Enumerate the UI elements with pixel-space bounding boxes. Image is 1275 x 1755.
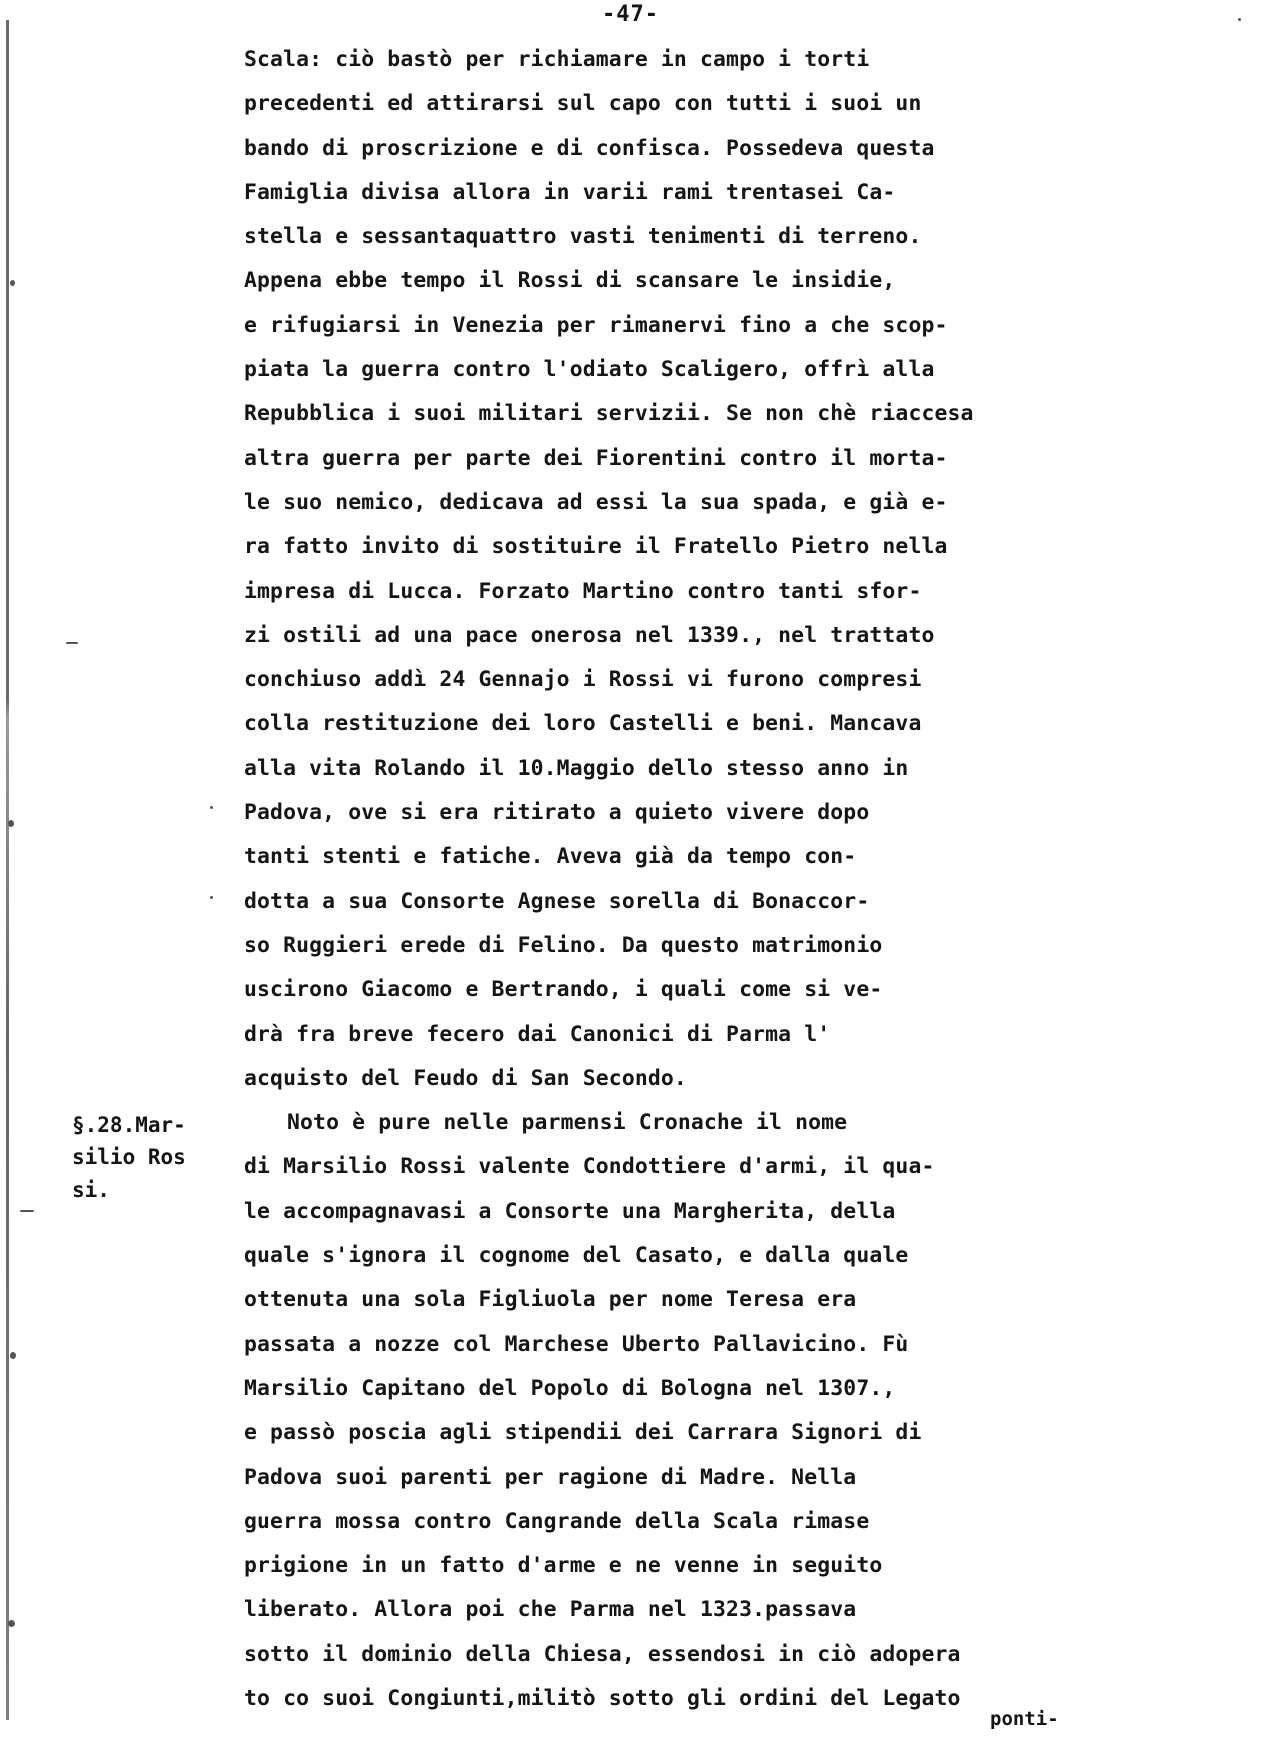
text-line: colla restituzione dei loro Castelli e beni. Mancava xyxy=(244,711,922,737)
text-line: guerra mossa contro Cangrande della Scala rimase xyxy=(244,1508,870,1534)
text-line: Appena ebbe tempo il Rossi di scansare le insidie, xyxy=(244,268,896,294)
margin-note-line: silio Ros xyxy=(72,1145,186,1170)
text-line: zi ostili ad una pace onerosa nel 1339., nel trattato xyxy=(244,622,935,648)
text-line: passata a nozze col Marchese Uberto Pallavicino. Fù xyxy=(244,1331,909,1357)
text-line: sotto il dominio della Chiesa, essendosi in ciò adopera xyxy=(244,1641,961,1667)
text-line: so Ruggieri erede di Felino. Da questo matrimonio xyxy=(244,932,883,958)
paragraph-start-line: Noto è pure nelle parmensi Cronache il nome xyxy=(287,1110,848,1136)
text-line: ra fatto invito di sostituire il Fratello Pietro nella xyxy=(244,534,948,560)
text-line: dotta a sua Consorte Agnese sorella di Bonaccor- xyxy=(244,888,870,914)
text-line: le accompagnavasi a Consorte una Margherita, della xyxy=(244,1198,896,1224)
text-line: acquisto del Feudo di San Secondo. xyxy=(244,1065,687,1091)
text-line: uscirono Giacomo e Bertrando, i quali come si ve- xyxy=(244,977,883,1003)
text-line: di Marsilio Rossi valente Condottiere d'armi, il qua- xyxy=(244,1154,935,1180)
text-line: e rifugiarsi in Venezia per rimanervi fino a che scop- xyxy=(244,312,948,338)
page-number: -47- xyxy=(602,2,659,27)
text-line: liberato. Allora poi che Parma nel 1323.passava xyxy=(244,1597,857,1623)
text-line: bando di proscrizione e di confisca. Possedeva questa xyxy=(244,135,935,161)
margin-note-line: si. xyxy=(72,1177,110,1202)
text-line: to co suoi Congiunti,militò sotto gli ordini del Legato xyxy=(244,1685,961,1711)
text-line: Marsilio Capitano del Popolo di Bologna nel 1307., xyxy=(244,1375,896,1401)
text-line: altra guerra per parte dei Fiorentini contro il morta- xyxy=(244,445,948,471)
text-line: prigione in un fatto d'arme e ne venne in seguito xyxy=(244,1553,883,1579)
margin-note-line: §.28.Mar- xyxy=(72,1113,186,1137)
text-line: conchiuso addì 24 Gennajo i Rossi vi furono compresi xyxy=(244,667,922,693)
catchword: ponti- xyxy=(990,1708,1059,1730)
text-line: piata la guerra contro l'odiato Scaligero, offrì alla xyxy=(244,357,935,383)
text-line: Scala: ciò bastò per richiamare in campo i torti xyxy=(244,47,870,72)
text-line: Padova, ove si era ritirato a quieto vivere dopo xyxy=(244,800,870,826)
text-line: ottenuta una sola Figliuola per nome Teresa era xyxy=(244,1287,857,1313)
body-text xyxy=(244,38,1254,1721)
text-line: tanti stenti e fatiche. Aveva già da tempo con- xyxy=(244,844,857,870)
text-line: Padova suoi parenti per ragione di Madre. Nella xyxy=(244,1464,857,1490)
text-line: Famiglia divisa allora in varii rami trentasei Ca- xyxy=(244,179,896,205)
text-line: stella e sessantaquattro vasti tenimenti di terreno. xyxy=(244,224,922,250)
text-line: drà fra breve fecero dai Canonici di Parma l' xyxy=(244,1021,831,1047)
margin-note xyxy=(72,1103,232,1212)
text-line: quale s'ignora il cognome del Casato, e dalla quale xyxy=(244,1243,909,1269)
text-line: impresa di Lucca. Forzato Martino contro tanti sfor- xyxy=(244,578,922,604)
text-line: Repubblica i suoi militari servizii. Se non chè riaccesa xyxy=(244,401,974,427)
text-line: alla vita Rolando il 10.Maggio dello stesso anno in xyxy=(244,755,909,781)
text-line: precedenti ed attirarsi sul capo con tutti i suoi un xyxy=(244,91,922,117)
text-line: e passò poscia agli stipendii dei Carrara Signori di xyxy=(244,1420,922,1446)
binding-edge-line xyxy=(6,20,9,1720)
text-line: le suo nemico, dedicava ad essi la sua spada, e già e- xyxy=(244,489,948,515)
